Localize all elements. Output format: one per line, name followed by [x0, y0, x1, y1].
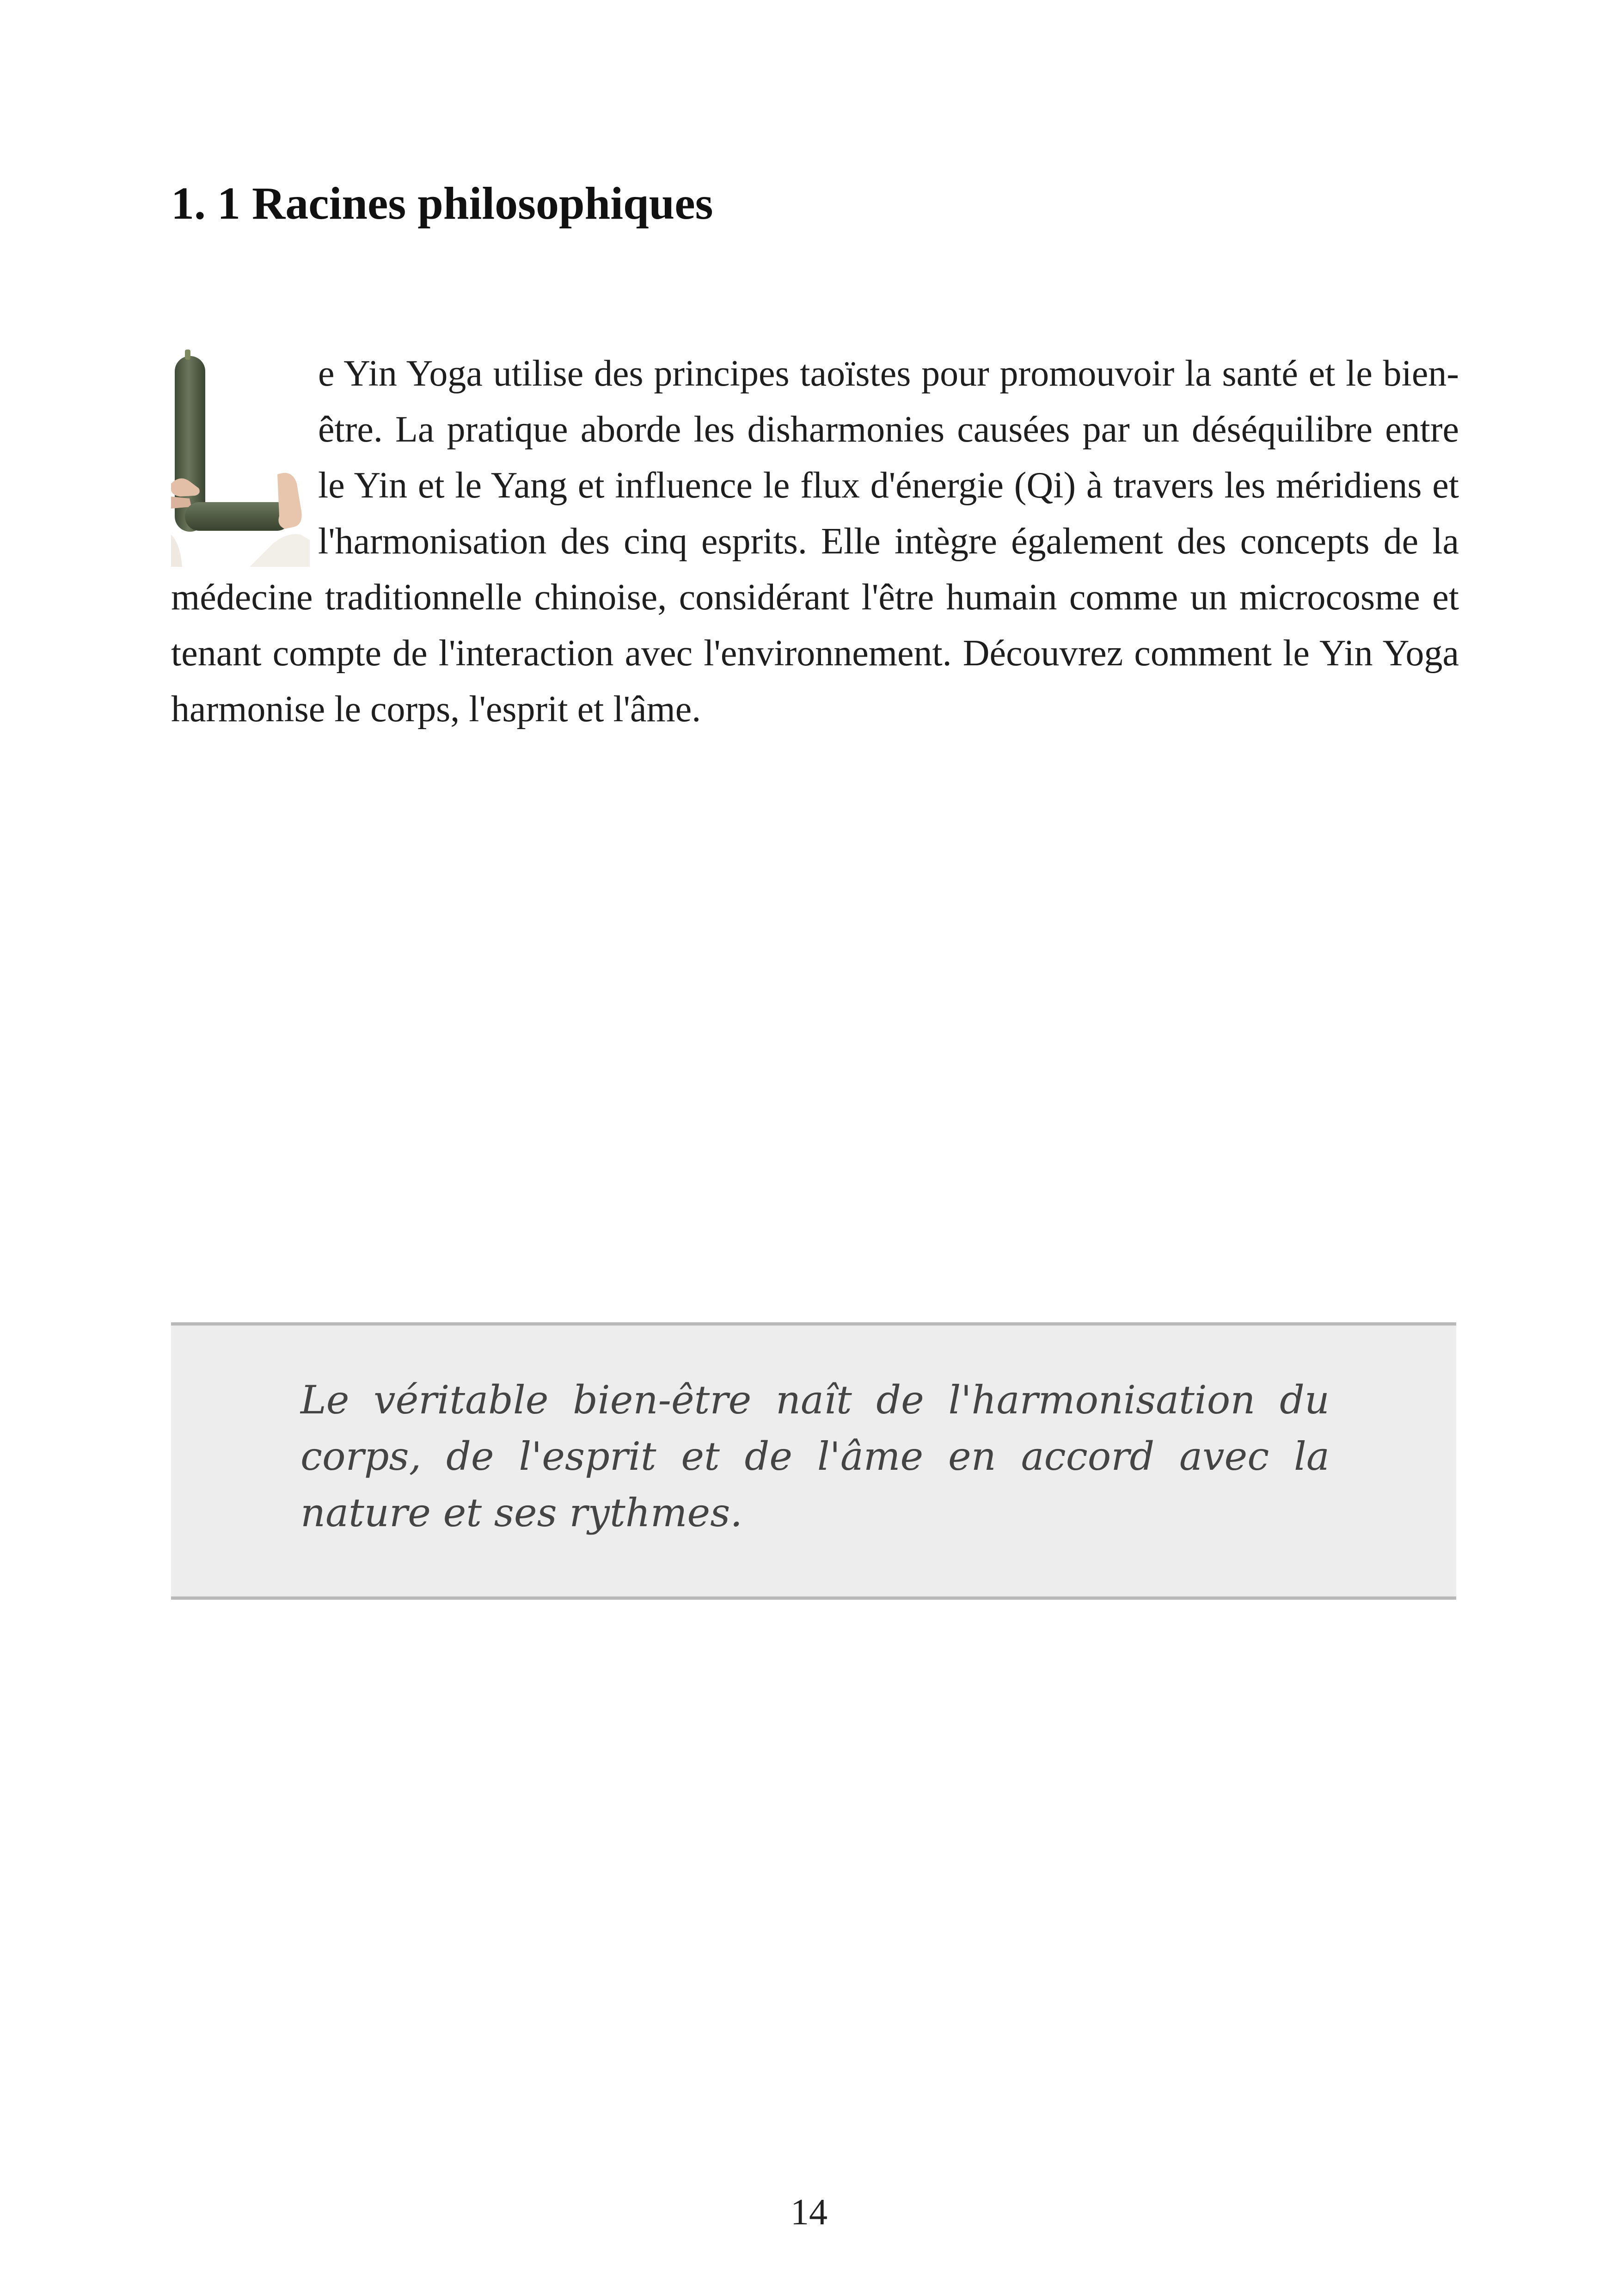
section-title: 1. 1 Racines philosophiques [171, 178, 713, 229]
intro-paragraph: e Yin Yoga utilise des principes taoïstes pour promouvoir la santé et le bien-être. La pratique aborde les disharmonies causées par un déséquilibre entre le Yin et le Yang et influence le flux d'énergie (Qi) à travers les méridiens et l'harmonisation des cinq esprits. Elle intègre également des concepts de la médecine traditionnelle chinoise, considérant l'être humain comme un microcosme et tenant compte de l'interaction avec l'environnement. Découvrez comment le Yin Yoga harmonise le corps, l'esprit et l'âme. [171, 353, 1459, 730]
pull-quote-box [171, 1322, 1456, 1600]
zucchini-letter-l-icon [171, 350, 310, 567]
intro-paragraph-block [171, 346, 1459, 737]
page-number: 14 [791, 2192, 827, 2233]
pull-quote-text: Le véritable bien-être naît de l'harmonisation du corps, de l'esprit et de l'âme en accord avec la nature et ses rythmes. [300, 1377, 1330, 1535]
drop-cap-illustration [171, 350, 310, 567]
